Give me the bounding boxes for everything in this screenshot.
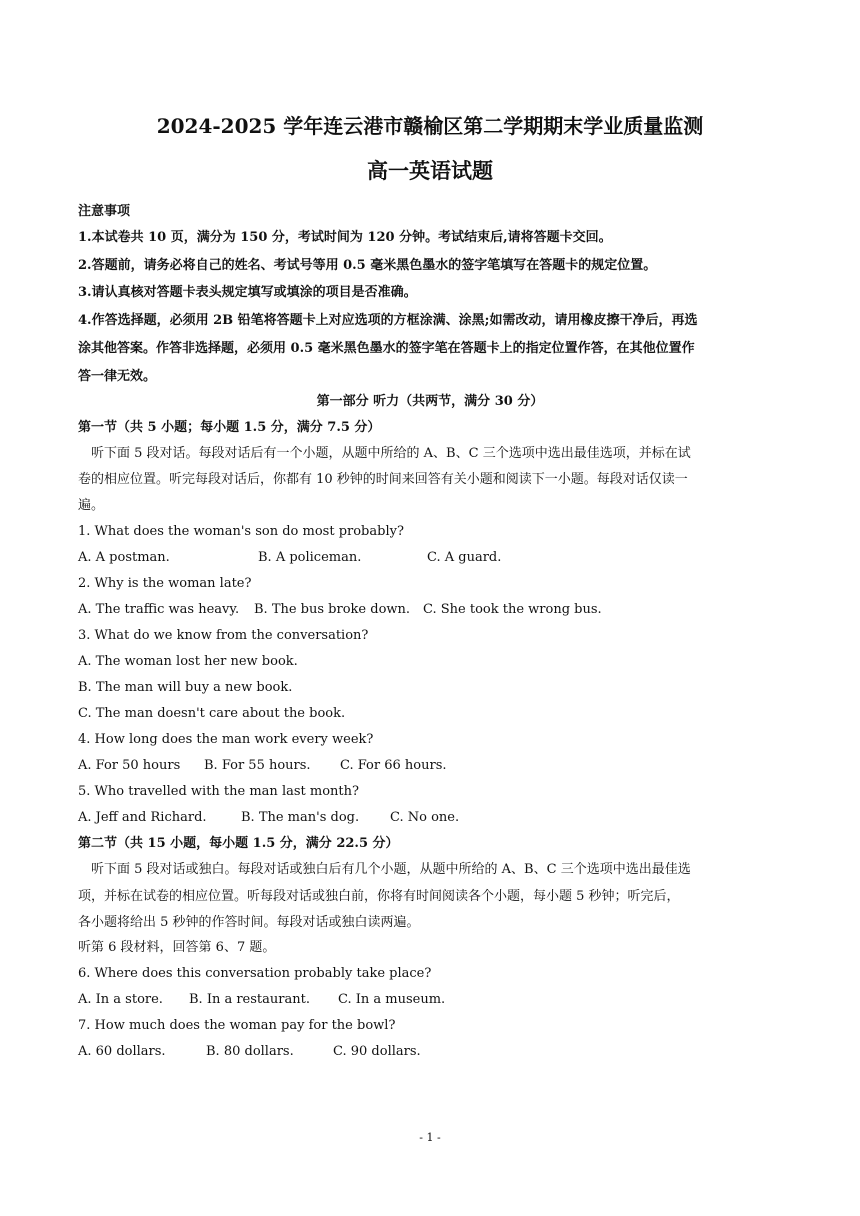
notice-item-1: 1.本试卷共 10 页，满分为 150 分，考试时间为 120 分钟。考试结束后,请将答题卡交回。 bbox=[78, 230, 612, 245]
section2-instructions-line-2: 项，并标在试卷的相应位置。听每段对话或独白前，你将有时间阅读各个小题，每小题 5 秒钟；听完后， bbox=[78, 889, 680, 904]
part1-heading: 第一部分 听力（共两节，满分 30 分） bbox=[316, 394, 544, 409]
section2-heading: 第二节（共 15 小题，每小题 1.5 分，满分 22.5 分） bbox=[78, 836, 399, 851]
question-1-option-a: A. A postman. bbox=[78, 550, 170, 565]
question-2: 2. Why is the woman late? bbox=[78, 576, 252, 591]
notice-item-4-line-2: 涂其他答案。作答非选择题，必须用 0.5 毫米黑色墨水的签字笔在答题卡上的指定位置作答，在其他位置作 bbox=[78, 341, 695, 356]
page-subtitle: 高一英语试题 bbox=[367, 158, 493, 183]
question-5-option-b: B. The man's dog. bbox=[241, 810, 360, 825]
question-6-option-b: B. In a restaurant. bbox=[189, 992, 310, 1007]
question-3: 3. What do we know from the conversation? bbox=[78, 628, 369, 643]
question-4-option-a: A. For 50 hours bbox=[78, 758, 181, 773]
section1-heading: 第一节（共 5 小题；每小题 1.5 分，满分 7.5 分） bbox=[78, 420, 381, 435]
question-5-option-a: A. Jeff and Richard. bbox=[78, 810, 207, 825]
question-2-option-a: A. The traffic was heavy. bbox=[78, 602, 240, 617]
question-3-option-c: C. The man doesn't care about the book. bbox=[78, 706, 346, 721]
question-5: 5. Who travelled with the man last month? bbox=[78, 784, 359, 799]
question-6: 6. Where does this conversation probably take place? bbox=[78, 966, 432, 981]
question-2-option-c: C. She took the wrong bus. bbox=[423, 602, 602, 617]
notice-item-4-line-3: 答一律无效。 bbox=[78, 369, 157, 384]
question-2-option-b: B. The bus broke down. bbox=[254, 602, 411, 617]
question-4-option-b: B. For 55 hours. bbox=[204, 758, 311, 773]
question-4-option-c: C. For 66 hours. bbox=[340, 758, 447, 773]
question-7-option-c: C. 90 dollars. bbox=[333, 1044, 421, 1059]
question-3-option-a: A. The woman lost her new book. bbox=[78, 654, 298, 669]
section1-instructions-line-1: 听下面 5 段对话。每段对话后有一个小题，从题中所给的 A、B、C 三个选项中选出最佳选项，并标在试 bbox=[91, 446, 691, 461]
question-1-option-b: B. A policeman. bbox=[258, 550, 362, 565]
section2-instructions-line-3: 各小题将给出 5 秒钟的作答时间。每段对话或独白读两遍。 bbox=[78, 915, 420, 930]
question-5-option-c: C. No one. bbox=[390, 810, 460, 825]
notice-item-4-line-1: 4.作答选择题，必须用 2B 铅笔将答题卡上对应选项的方框涂满、涂黑;如需改动，请用橡皮擦干净后，再选 bbox=[78, 313, 698, 328]
question-1-option-c: C. A guard. bbox=[427, 550, 502, 565]
page-number: - 1 - bbox=[419, 1131, 441, 1144]
section2-instructions-line-1: 听下面 5 段对话或独白。每段对话或独白后有几个小题，从题中所给的 A、B、C 三个选项中选出最佳选 bbox=[91, 862, 691, 877]
question-7-option-b: B. 80 dollars. bbox=[206, 1044, 294, 1059]
question-6-option-c: C. In a museum. bbox=[338, 992, 446, 1007]
section1-instructions-line-3: 遍。 bbox=[78, 498, 105, 513]
question-4: 4. How long does the man work every week? bbox=[78, 732, 374, 747]
notice-item-2: 2.答题前，请务必将自己的姓名、考试号等用 0.5 毫米黑色墨水的签字笔填写在答题卡的规定位置。 bbox=[78, 258, 657, 273]
question-6-option-a: A. In a store. bbox=[78, 992, 163, 1007]
material-6-prompt: 听第 6 段材料，回答第 6、7 题。 bbox=[78, 940, 276, 955]
page-title: 2024-2025 学年连云港市赣榆区第二学期期末学业质量监测 bbox=[156, 114, 704, 138]
notice-item-3: 3.请认真核对答题卡表头规定填写或填涂的项目是否准确。 bbox=[78, 285, 417, 300]
question-7: 7. How much does the woman pay for the bowl? bbox=[78, 1018, 396, 1033]
question-7-option-a: A. 60 dollars. bbox=[78, 1044, 166, 1059]
question-3-option-b: B. The man will buy a new book. bbox=[78, 680, 293, 695]
question-1: 1. What does the woman's son do most probably? bbox=[78, 524, 404, 539]
section1-instructions-line-2: 卷的相应位置。听完每段对话后，你都有 10 秒钟的时间来回答有关小题和阅读下一小题。每段对话仅读一 bbox=[78, 472, 688, 487]
notice-heading: 注意事项 bbox=[78, 204, 131, 219]
